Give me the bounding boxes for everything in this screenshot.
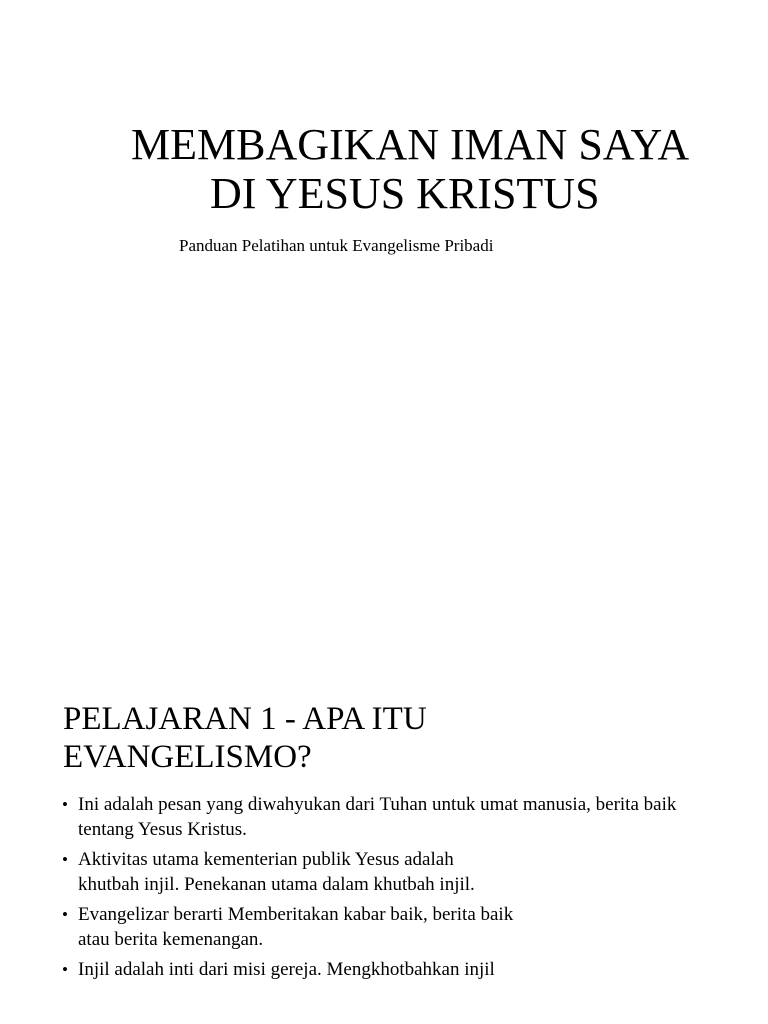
bullet-item-2: • Aktivitas utama kementerian publik Yesus adalah khutbah injil. Penekanan utama dalam khutbah injil. xyxy=(62,847,518,897)
lesson-heading xyxy=(63,700,427,776)
slide-title-line-1: MEMBAGIKAN IMAN SAYA xyxy=(131,120,690,169)
bullet-list xyxy=(62,792,722,987)
bullet-item-4: • Injil adalah inti dari misi gereja. Mengkhotbahkan injil xyxy=(62,957,518,982)
lesson-heading-line-2: EVANGELISMO? xyxy=(63,739,312,775)
lesson-slide xyxy=(0,690,768,1024)
bullet-item-1: • Ini adalah pesan yang diwahyukan dari Tuhan untuk umat manusia, berita baik tentang Yesus Kristus. xyxy=(62,792,722,842)
slide-title-line-2: DI YESUS KRISTUS xyxy=(210,169,600,218)
bullet-item-3: • Evangelizar berarti Memberitakan kabar baik, berita baik atau berita kemenangan. xyxy=(62,902,518,952)
slide-subtitle: Panduan Pelatihan untuk Evangelisme Pribadi xyxy=(179,236,494,255)
lesson-heading-line-1: PELAJARAN 1 - APA ITU xyxy=(63,701,427,737)
